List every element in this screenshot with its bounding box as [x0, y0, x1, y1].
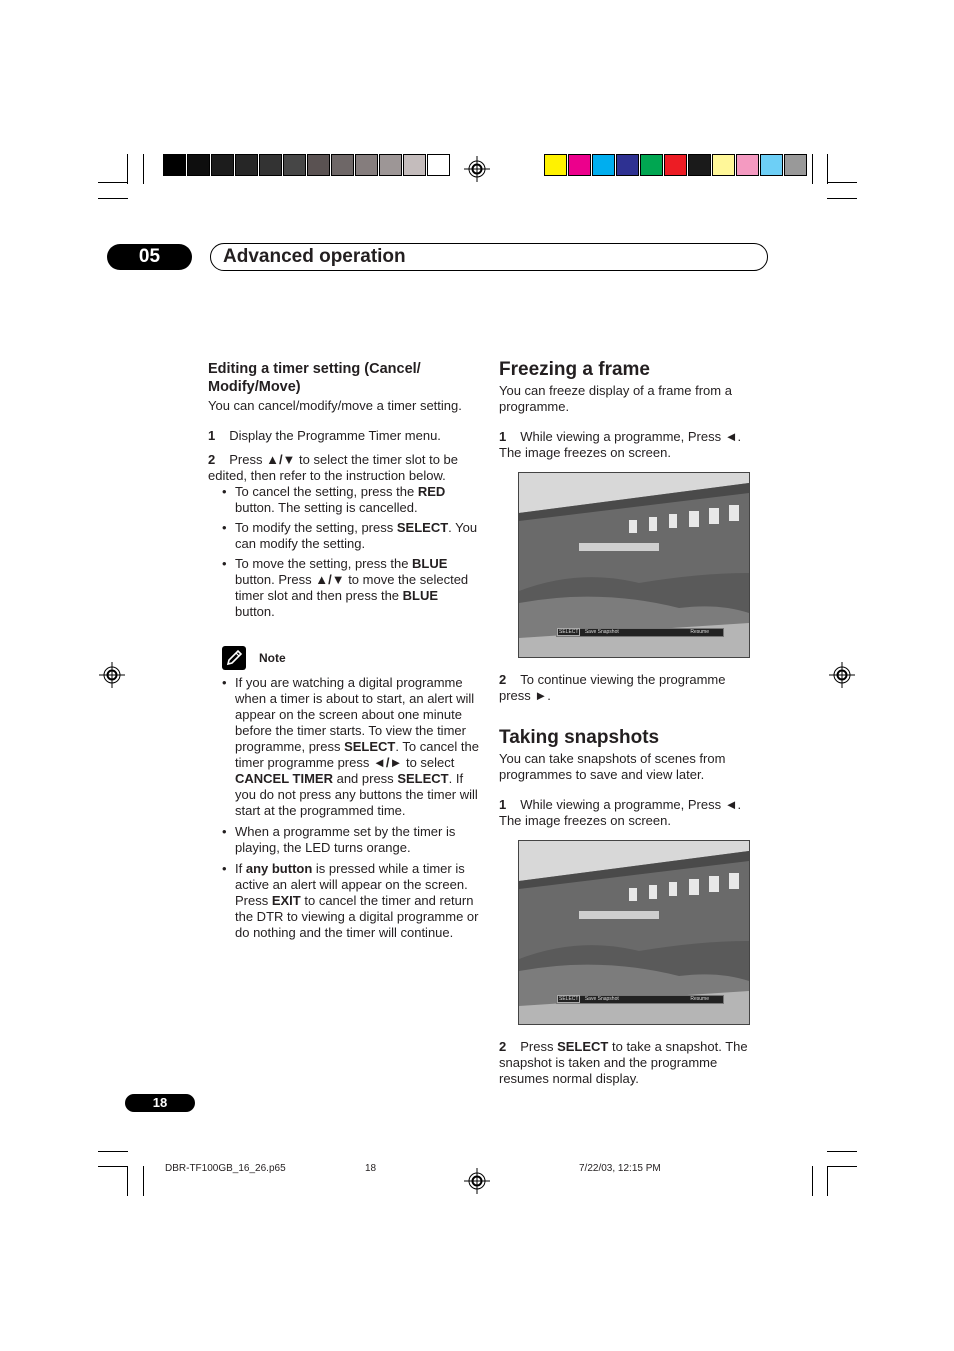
snapshot-step-1: [499, 797, 759, 829]
registration-mark-icon: [464, 156, 490, 182]
step-text: Display the Programme Timer menu.: [229, 428, 441, 443]
note-pencil-icon: [222, 646, 246, 670]
crop-mark: [98, 1151, 128, 1152]
freeze-section: [499, 359, 759, 461]
step-text: to select the timer slot to be edited, then refer to the instruction below.: [208, 452, 459, 483]
snapshot-section: [499, 727, 759, 829]
step-text: to take a snapshot. The snapshot is taken and the programme resumes normal display.: [499, 1039, 748, 1086]
grayscale-color-bar: [163, 154, 451, 176]
save-snapshot-label: Save Snapshot: [584, 996, 619, 1002]
registration-mark-icon: [829, 662, 855, 688]
crop-mark: [827, 182, 857, 183]
list-item: • If you are watching a digital programme when a timer is about to start, an alert will appear on the screen about one minute before the timer starts. To view the timer programme, press SELECT. To cancel the timer programme press ◄/► to select CANCEL TIMER and press SELECT. If you do not press any buttons the timer will start at the programmed time.: [208, 675, 480, 819]
step-number: 1: [499, 797, 507, 812]
footer-page: 18: [365, 1163, 377, 1174]
chapter-title-box: [210, 243, 768, 271]
section-heading-snapshots: Taking snapshots: [499, 727, 660, 748]
freeze-step-2: [499, 672, 759, 704]
section-heading-freeze: Freezing a frame: [499, 359, 650, 380]
registration-mark-icon: [464, 1168, 490, 1194]
crop-mark: [827, 154, 828, 184]
process-color-bar: [544, 154, 808, 176]
crop-mark: [827, 1166, 857, 1167]
chapter-number-badge: 05: [107, 244, 192, 270]
list-item: • When a programme set by the timer is playing, the LED turns orange.: [208, 824, 480, 856]
chapter-title: Advanced operation: [223, 246, 406, 267]
crop-mark: [812, 1166, 813, 1196]
edit-timer-intro: You can cancel/modify/move a timer setting.: [208, 398, 462, 413]
step-text: Press: [229, 452, 267, 467]
note-list: [208, 675, 480, 941]
save-snapshot-label: Save Snapshot: [584, 629, 619, 635]
freeze-frame-screenshot: [518, 472, 750, 658]
step-text: To continue viewing the programme press ►.: [499, 672, 726, 703]
crop-mark: [827, 198, 857, 199]
instruction-list: [208, 484, 480, 620]
list-item: • To cancel the setting, press the RED button. The setting is cancelled.: [208, 484, 480, 516]
footer-filename: DBR-TF100GB_16_26.p65: [165, 1163, 286, 1174]
freeze-step-1: [499, 429, 759, 461]
list-item: • If any button is pressed while a timer is active an alert will appear on the screen. Press EXIT to cancel the timer and return the DTR to viewing a digital programme or do nothing and the timer will continue.: [208, 861, 480, 941]
step-number: 2: [499, 1039, 507, 1054]
registration-mark-icon: [99, 662, 125, 688]
crop-mark: [827, 1151, 857, 1152]
resume-label: Resume: [690, 996, 709, 1002]
section-heading-edit-timer: Editing a timer setting (Cancel/ Modify/Move): [208, 361, 421, 395]
step-text: While viewing a programme, Press ◄. The image freezes on screen.: [499, 797, 742, 828]
crop-mark: [812, 154, 813, 184]
select-key-text: SELECT: [557, 1039, 609, 1054]
snapshot-step-2: [499, 1039, 759, 1087]
crop-mark: [143, 154, 144, 184]
list-item: • To move the setting, press the BLUE button. Press ▲/▼ to move the selected timer slot and then press the BLUE button.: [208, 556, 480, 620]
crop-mark: [98, 198, 128, 199]
page-number: 18: [125, 1094, 195, 1112]
snapshot-intro: You can take snapshots of scenes from programmes to save and view later.: [499, 751, 726, 782]
crop-mark: [98, 1166, 128, 1167]
crop-mark: [143, 1166, 144, 1196]
select-key-label: SELECT: [559, 629, 579, 635]
step-1: [208, 428, 480, 444]
crop-mark: [98, 182, 128, 183]
up-down-arrows-icon: ▲/▼: [266, 452, 296, 467]
crop-mark: [127, 1166, 128, 1196]
select-key-label: SELECT: [559, 996, 579, 1002]
osd-bar: [556, 995, 724, 1004]
note-label: Note: [259, 651, 286, 665]
list-item: • To modify the setting, press SELECT. You can modify the setting.: [208, 520, 480, 552]
step-number: 2: [208, 452, 216, 467]
footer-date: 7/22/03, 12:15 PM: [579, 1163, 661, 1174]
step-number: 2: [499, 672, 507, 687]
step-text: While viewing a programme, Press ◄. The image freezes on screen.: [499, 429, 742, 460]
step-2: [208, 452, 480, 484]
crop-mark: [127, 154, 128, 184]
crop-mark: [827, 1166, 828, 1196]
snapshot-screenshot: [518, 840, 750, 1025]
step-number: 1: [208, 428, 216, 443]
step-number: 1: [499, 429, 507, 444]
left-column: [208, 360, 480, 620]
resume-label: Resume: [690, 629, 709, 635]
freeze-intro: You can freeze display of a frame from a programme.: [499, 383, 732, 414]
osd-bar: [556, 628, 724, 637]
step-text: Press: [520, 1039, 558, 1054]
